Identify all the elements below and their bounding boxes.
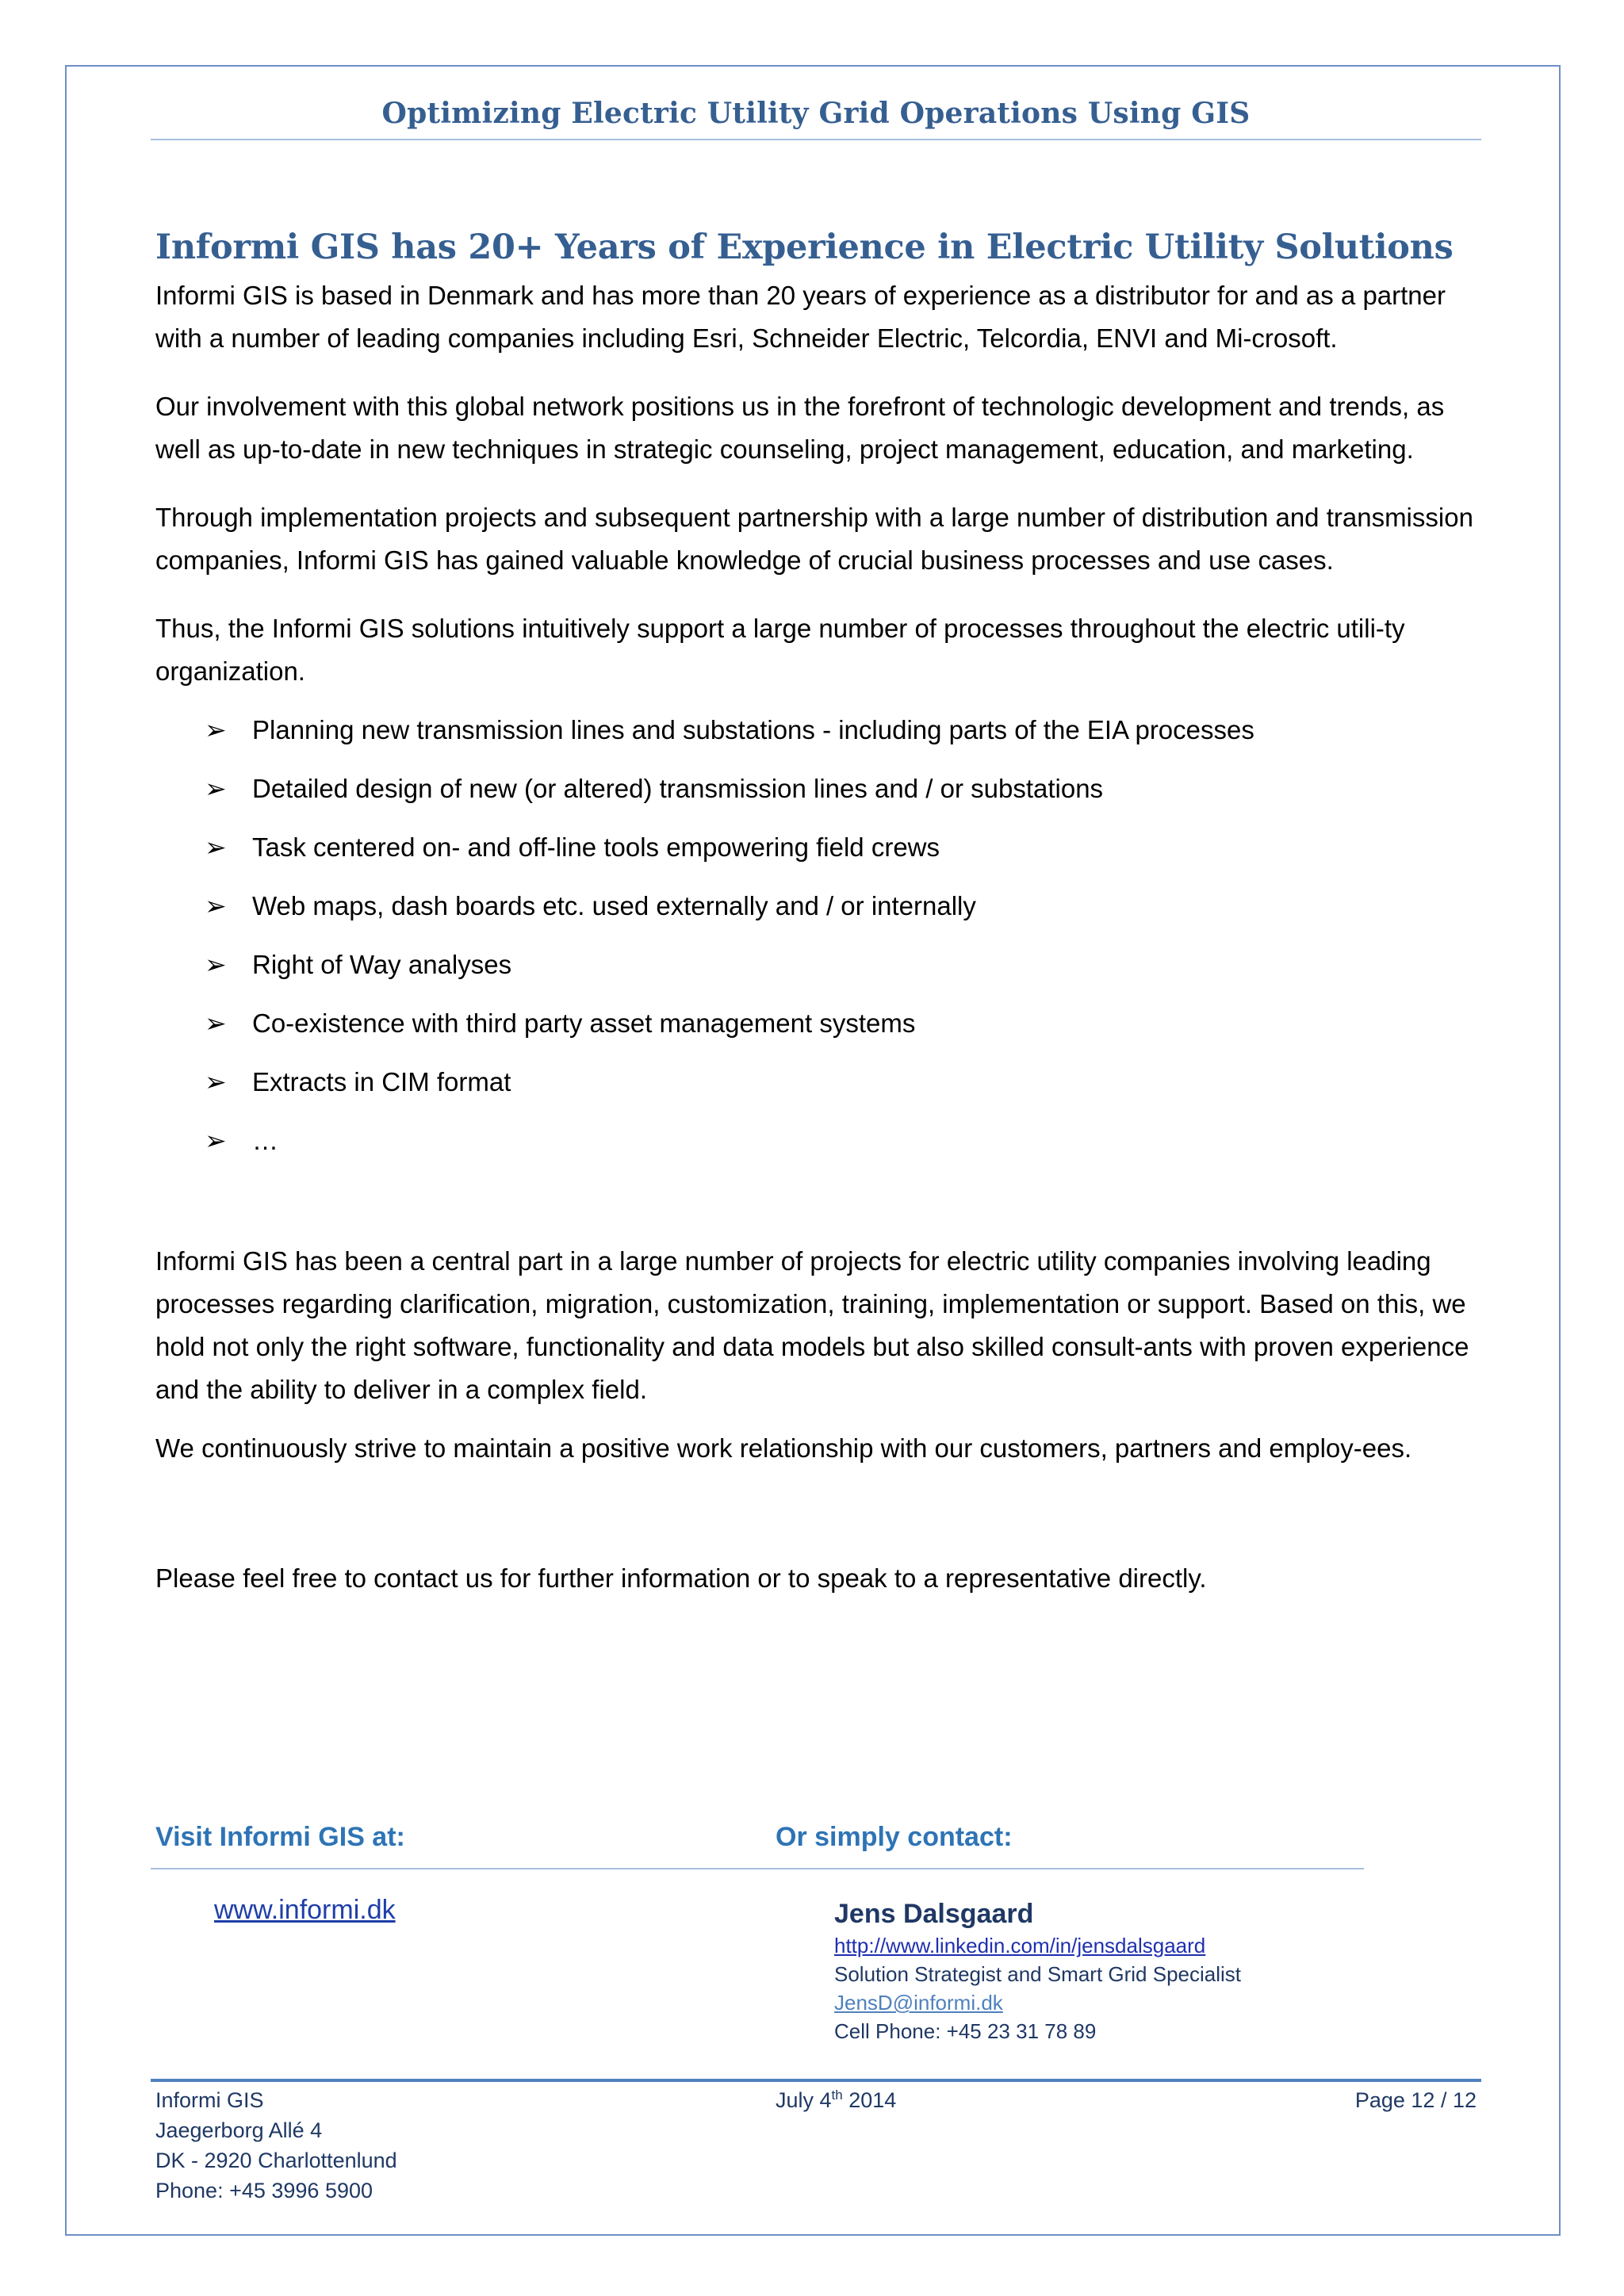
page-number: Page 12 / 12 (1354, 2088, 1477, 2112)
contact-invite: Please feel free to contact us for further information or to speak to a representative directly. (155, 1563, 1207, 1593)
section-heading: Informi GIS has 20+ Years of Experience in Electric Utility Solutions (155, 228, 1454, 267)
arrow-bullet-icon: ➢ (205, 1126, 227, 1155)
contact-person-card (834, 1896, 1241, 2045)
paragraph: Informi GIS is based in Denmark and has more than 20 years of experience as a distributor for and as a partner with a number of leading companies including Esri, Schneider Electric, Telcordia, ENVI and Mi-crosoft. (155, 281, 1446, 353)
arrow-bullet-icon: ➢ (205, 891, 227, 920)
date-prefix: July 4 (776, 2088, 832, 2112)
bullet-item (205, 885, 1481, 928)
bullet-item (205, 767, 1481, 810)
paragraph: Informi GIS has been a central part in a large number of projects for electric utility companies involving leading processes regarding clarification, migration, customization, training, implementation or support. Based on this, we hold not only the right software, functionality and data models but also skilled consult-ants with proven experience and the ability to deliver in a complex field. (155, 1246, 1469, 1404)
bullet-text: Web maps, dash boards etc. used externally and / or internally (252, 891, 976, 920)
bullet-item (205, 1002, 1481, 1045)
bullet-text: … (252, 1126, 278, 1155)
paragraph: We continuously strive to maintain a positive work relationship with our customers, partners and employ-ees. (155, 1433, 1412, 1463)
contact-label: Or simply contact: (776, 1822, 1013, 1852)
footer-phone: Phone: +45 3996 5900 (155, 2179, 373, 2202)
contact-name: Jens Dalsgaard (834, 1899, 1034, 1929)
bullet-text: Planning new transmission lines and substations - including parts of the EIA processes (252, 715, 1254, 744)
arrow-bullet-icon: ➢ (205, 774, 227, 803)
contact-title: Solution Strategist and Smart Grid Specialist (834, 1962, 1242, 1986)
arrow-bullet-icon: ➢ (205, 1008, 227, 1038)
arrow-bullet-icon: ➢ (205, 715, 227, 744)
spacer (155, 1178, 1481, 1240)
arrow-bullet-icon: ➢ (205, 950, 227, 979)
footer-street: Jaegerborg Allé 4 (155, 2118, 323, 2142)
date-superscript: th (831, 2087, 843, 2103)
contact-divider (151, 1868, 1364, 1869)
email-link[interactable]: JensD@informi.dk (834, 1991, 1003, 2015)
website-link[interactable]: www.informi.dk (214, 1895, 396, 1925)
paragraph: Thus, the Informi GIS solutions intuitively support a large number of processes throughout the electric utili-ty organization. (155, 614, 1405, 686)
bullet-text: Right of Way analyses (252, 950, 512, 979)
bullet-item (205, 943, 1481, 986)
page-header-title: Optimizing Electric Utility Grid Operations Using GIS (381, 97, 1251, 130)
arrow-bullet-icon: ➢ (205, 832, 227, 862)
visit-label: Visit Informi GIS at: (155, 1822, 405, 1852)
footer-divider (151, 2079, 1481, 2082)
footer-date (776, 2085, 896, 2115)
footer-company: Informi GIS (155, 2088, 264, 2112)
bullet-item (205, 709, 1481, 752)
arrow-bullet-icon: ➢ (205, 1067, 227, 1096)
paragraph: Our involvement with this global network positions us in the forefront of technologic development and trends, as well as up-to-date in new techniques in strategic counseling, project management, education, and marketing. (155, 392, 1445, 464)
bullet-text: Task centered on- and off-line tools empowering field crews (252, 832, 940, 862)
bullet-text: Detailed design of new (or altered) transmission lines and / or substations (252, 774, 1104, 803)
main-content (155, 222, 1481, 1625)
bullet-text: Co-existence with third party asset management systems (252, 1008, 916, 1038)
footer-address (155, 2085, 397, 2206)
bullet-item (205, 1061, 1481, 1104)
footer-city: DK - 2920 Charlottenlund (155, 2149, 397, 2172)
bullet-item (205, 1119, 1481, 1162)
process-bullet-list (155, 709, 1481, 1162)
contact-phone: Cell Phone: +45 23 31 78 89 (834, 2019, 1097, 2043)
bullet-item (205, 826, 1481, 869)
header-divider (151, 139, 1481, 140)
contact-header-row (155, 1822, 1361, 1869)
linkedin-link[interactable]: http://www.linkedin.com/in/jensdalsgaard (834, 1934, 1206, 1957)
date-suffix: 2014 (842, 2088, 897, 2112)
paragraph: Through implementation projects and subsequent partnership with a large number of distribution and transmission companies, Informi GIS has gained valuable knowledge of crucial business processes and use cases. (155, 503, 1473, 575)
bullet-text: Extracts in CIM format (252, 1067, 511, 1096)
